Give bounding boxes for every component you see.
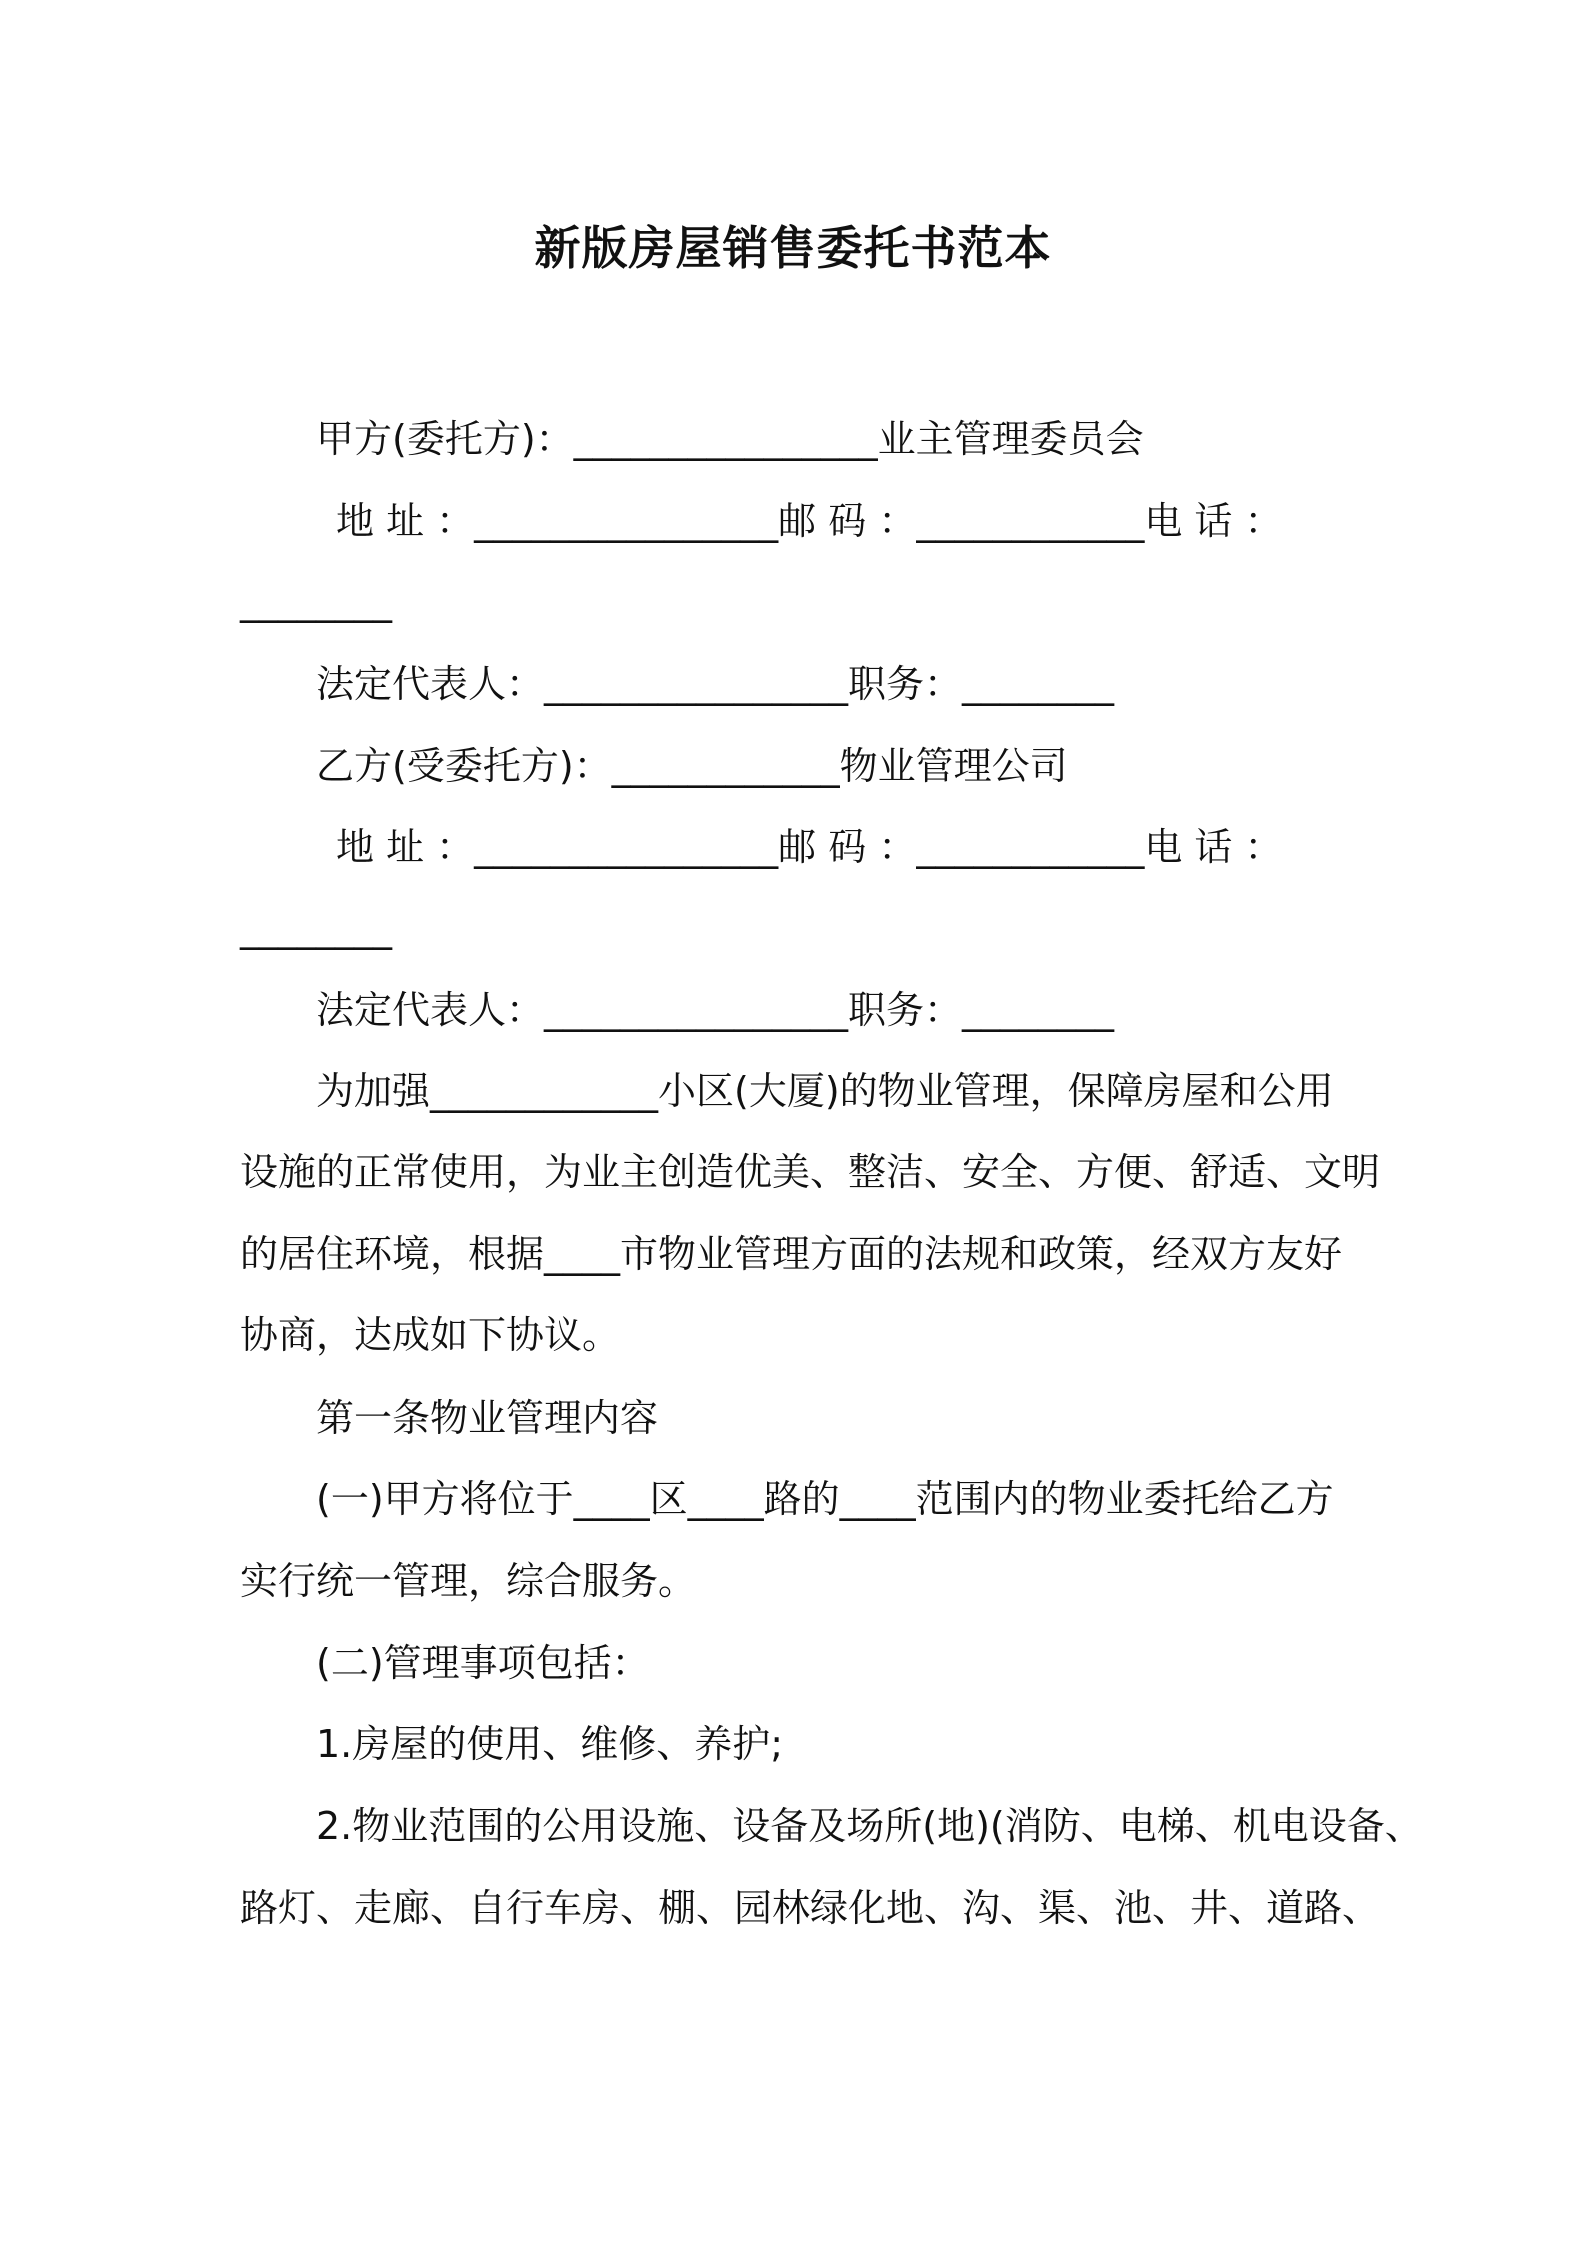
preamble-line-4: 协商，达成如下协议。	[240, 1313, 621, 1357]
party-b-phone-blank: ________	[240, 906, 392, 950]
article-1-heading: 第一条物业管理内容	[316, 1396, 659, 1440]
management-item-1: 1.房屋的使用、维修、养护;	[316, 1722, 784, 1766]
preamble-line-1: 为加强____________小区(大厦)的物业管理，保障房屋和公用	[316, 1069, 1334, 1113]
article-1-item-1-line-1: (一)甲方将位于____区____路的____范围内的物业委托给乙方	[316, 1477, 1334, 1521]
article-1-item-2: (二)管理事项包括：	[316, 1641, 650, 1685]
document-title: 新版房屋销售委托书范本	[534, 221, 1052, 275]
party-b-representative-line: 法定代表人：________________职务：________	[316, 988, 1115, 1032]
party-a-representative-line: 法定代表人：________________职务：________	[316, 662, 1115, 706]
management-item-2-line-1: 2.物业范围的公用设施、设备及场所(地)(消防、电梯、机电设备、	[316, 1804, 1423, 1848]
article-1-item-1-line-2: 实行统一管理，综合服务。	[240, 1559, 697, 1603]
party-a-line: 甲方(委托方)：________________业主管理委员会	[316, 417, 1144, 461]
party-b-line: 乙方(受委托方)：____________物业管理公司	[316, 744, 1068, 788]
party-a-address-line: 地 址 ：________________邮 码 ：____________电 话 ：	[336, 499, 1283, 543]
preamble-line-2: 设施的正常使用，为业主创造优美、整洁、安全、方便、舒适、文明	[240, 1150, 1381, 1194]
preamble-line-3: 的居住环境，根据____市物业管理方面的法规和政策，经双方友好	[240, 1232, 1343, 1276]
party-b-address-line: 地 址 ：________________邮 码 ：____________电 话 ：	[336, 825, 1283, 869]
management-item-2-line-2: 路灯、走廊、自行车房、棚、园林绿化地、沟、渠、池、井、道路、	[240, 1886, 1381, 1930]
party-a-phone-blank: ________	[240, 579, 392, 623]
